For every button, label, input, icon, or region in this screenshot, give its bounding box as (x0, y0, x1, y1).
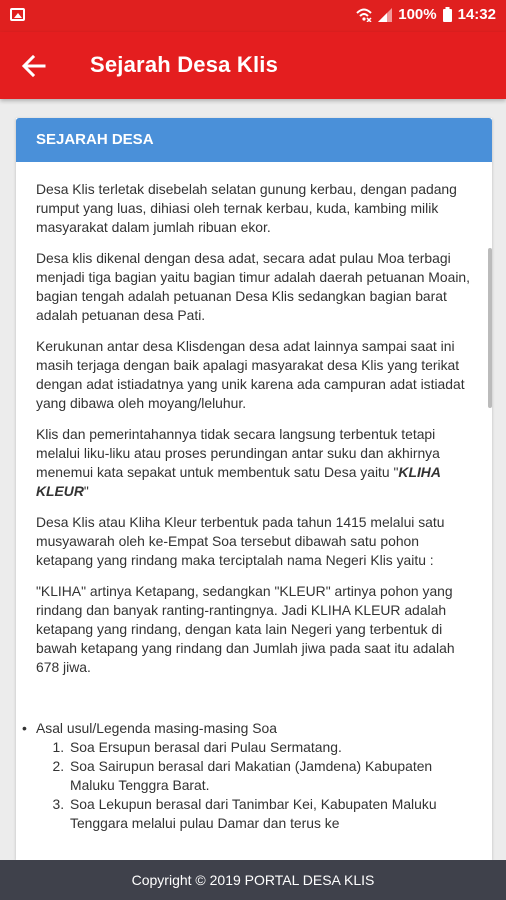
list-item: 3. Soa Lekupun berasal dari Tanimbar Kei, Kabupaten Maluku Tenggara melalui pulau Damar dan terus ke (68, 795, 472, 833)
paragraph (36, 425, 472, 501)
battery-icon (443, 7, 452, 22)
wifi-x-icon (356, 8, 372, 22)
paragraph: "KLIHA" artinya Ketapang, sedangkan "KLEUR" artinya pohon yang rindang dan banyak ranting-rantingnya. Jadi KLIHA KLEUR adalah ketapang yang rindang, dengan kata lain Negeri yang terbentuk di bawah ketapang yang rindang dan Jumlah jiwa pada saat itu adalah 678 jiwa. (36, 583, 455, 675)
app-bar (0, 32, 506, 99)
list-item (36, 719, 472, 833)
status-icons (356, 6, 496, 23)
status-bar (0, 0, 506, 32)
emphasis-village-name: KLIHA KLEUR (36, 464, 441, 499)
paragraph: Kerukunan antar desa Klisdengan desa adat lainnya sampai saat ini masih terjaga dengan baik apalagi masyarakat desa Klis yang terikat dengan adat istiadatnya yang unik karena ada campuran adat istiadat yang dibawa oleh moyang/leluhur. (36, 338, 465, 411)
paragraph-text: Klis dan pemerintahannya tidak secara langsung terbentuk tetapi melalui liku-liku atau proses perundingan antar suku dan akhirnya menemui kata sepakat untuk membentuk satu Desa yaitu " (36, 426, 440, 480)
soa-ordered-list (36, 738, 472, 833)
arrow-back-icon (18, 50, 50, 82)
paragraph-end: " (83, 483, 89, 499)
list-item: 1. Soa Ersupun berasal dari Pulau Sermatang. (68, 738, 472, 757)
list-item: 2. Soa Sairupun berasal dari Makatian (Jamdena) Kabupaten Maluku Tenggra Barat. (68, 757, 472, 795)
scrollbar[interactable] (488, 248, 492, 408)
history-card (16, 118, 492, 860)
footer: Copyright © 2019 PORTAL DESA KLIS (0, 860, 506, 900)
bullet-title: Asal usul/Legenda masing-masing Soa (36, 720, 277, 736)
page-title: Sejarah Desa Klis (90, 52, 279, 77)
signal-icon (378, 8, 392, 22)
card-body (16, 162, 492, 833)
paragraph: Desa klis dikenal dengan desa adat, secara adat pulau Moa terbagi menjadi tiga bagian yaitu bagian timur adalah daerah petuanan Moain, bagian tengah adalah petuanan Desa Klis sedangkan bagian barat adalah petuanan desa Pati. (36, 250, 471, 323)
paragraph: Desa Klis terletak disebelah selatan gunung kerbau, dengan padang rumput yang luas, dihiasi oleh ternak kerbau, kuda, kambing milik masyarakat dalam jumlah ribuan ekor. (36, 181, 457, 235)
clock: 14:32 (457, 6, 496, 23)
card-header: SEJARAH DESA (16, 118, 492, 162)
soa-origin-list (36, 719, 472, 833)
paragraph: Desa Klis atau Kliha Kleur terbentuk pada tahun 1415 melalui satu musyawarah oleh ke-Empat Soa tersebut dibawah satu pohon ketapang yang rindang maka terciptalah nama Negeri Klis yaitu : (36, 514, 445, 568)
battery-percent: 100% (398, 6, 437, 23)
image-notification-icon (10, 8, 25, 21)
back-button[interactable] (18, 50, 50, 82)
